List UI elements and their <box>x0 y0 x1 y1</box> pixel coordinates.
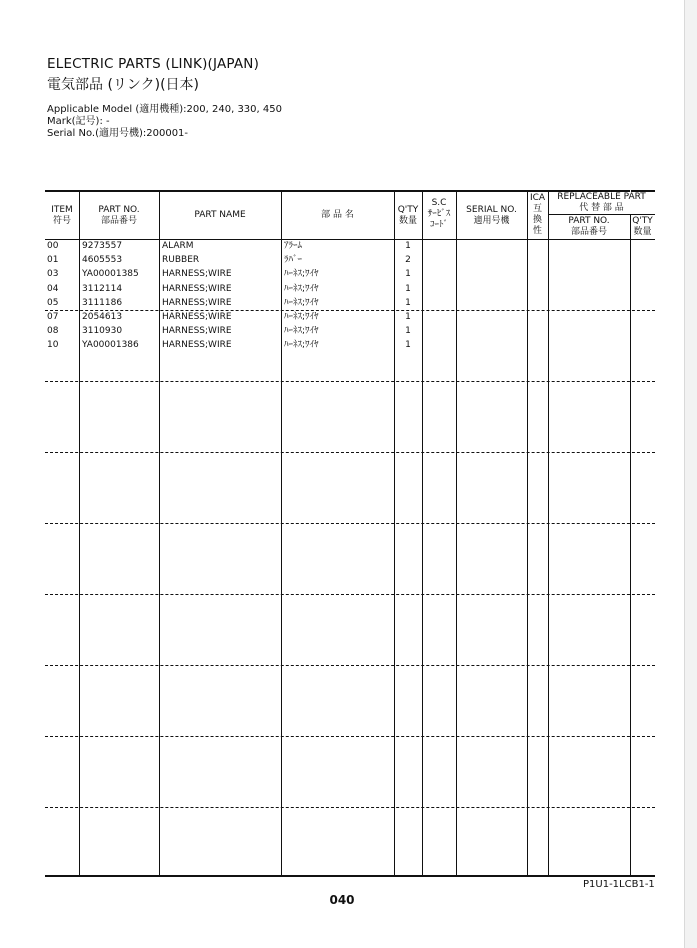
cell-part-no: 3110930 <box>82 326 123 336</box>
table-bottom-rule <box>45 875 655 877</box>
header-rep-part-no: PART NO. 部品番号 <box>568 216 610 237</box>
column-line <box>422 190 423 876</box>
column-line <box>281 190 282 876</box>
cell-part-name-jp: ｱﾗｰﾑ <box>284 241 303 251</box>
page-number: 040 <box>329 893 355 907</box>
parts-table <box>45 190 655 878</box>
column-line <box>159 190 160 876</box>
row-separator <box>45 381 655 382</box>
cell-part-name-jp: ﾗﾊﾞｰ <box>284 255 303 265</box>
column-line <box>548 190 549 876</box>
header-serial-no: SERIAL NO. 適用号機 <box>466 205 517 226</box>
cell-qty: 1 <box>405 312 411 322</box>
cell-item: 03 <box>47 269 59 279</box>
cell-part-no: 3112114 <box>82 284 123 294</box>
cell-item: 01 <box>47 255 59 265</box>
cell-part-name: HARNESS;WIRE <box>162 298 232 308</box>
cell-part-name: RUBBER <box>162 255 200 265</box>
cell-part-name-jp: ﾊｰﾈｽ;ﾜｲﾔ <box>284 298 319 308</box>
header-ica: ICA 互 換 性 <box>529 193 546 236</box>
cell-item: 07 <box>47 312 59 322</box>
cell-item: 08 <box>47 326 59 336</box>
document-code: P1U1-1LCB1-1 <box>583 879 655 890</box>
cell-part-no: 4605553 <box>82 255 123 265</box>
cell-qty: 1 <box>405 340 411 350</box>
cell-part-name: HARNESS;WIRE <box>162 312 232 322</box>
header-part-name-jp: 部 品 名 <box>321 210 354 220</box>
cell-part-name: HARNESS;WIRE <box>162 269 232 279</box>
row-separator <box>45 523 655 524</box>
vertical-scrollbar[interactable] <box>685 0 697 948</box>
column-line <box>527 190 528 876</box>
applicable-model: Applicable Model (適用機種):200, 240, 330, 450 <box>47 104 282 115</box>
serial-no: Serial No.(適用号機):200001- <box>47 128 189 139</box>
cell-part-no: 3111186 <box>82 298 123 308</box>
cell-qty: 2 <box>405 255 411 265</box>
cell-item: 05 <box>47 298 59 308</box>
page-title: ELECTRIC PARTS (LINK)(JAPAN) <box>47 56 260 72</box>
cell-qty: 1 <box>405 298 411 308</box>
row-separator <box>45 310 655 311</box>
row-separator <box>45 452 655 453</box>
cell-item: 04 <box>47 284 59 294</box>
header-part-no: PART NO. 部品番号 <box>98 205 140 226</box>
cell-part-name: HARNESS;WIRE <box>162 340 232 350</box>
table-header-rule <box>45 239 655 240</box>
header-item: ITEM 符号 <box>51 205 73 226</box>
page-title-jp: 電気部品 (リンク)(日本) <box>47 77 200 93</box>
cell-part-no: YA00001386 <box>82 340 139 350</box>
mark: Mark(記号): - <box>47 116 110 127</box>
column-line <box>79 190 80 876</box>
cell-part-name: ALARM <box>162 241 194 251</box>
replaceable-subheader-rule <box>548 214 655 215</box>
header-qty: Q'TY 数量 <box>397 205 419 226</box>
row-separator <box>45 594 655 595</box>
cell-part-no: 9273557 <box>82 241 123 251</box>
header-sc: S.C ｻｰﾋﾞｽ ｺｰﾄﾞ <box>427 198 451 230</box>
header-replaceable-part: REPLACEABLE PART 代 替 部 品 <box>557 192 646 213</box>
column-line <box>630 190 631 876</box>
cell-part-name-jp: ﾊｰﾈｽ;ﾜｲﾔ <box>284 284 319 294</box>
cell-qty: 1 <box>405 284 411 294</box>
cell-item: 10 <box>47 340 59 350</box>
row-separator <box>45 807 655 808</box>
cell-part-name: HARNESS;WIRE <box>162 284 232 294</box>
column-line <box>456 190 457 876</box>
cell-part-no: YA00001385 <box>82 269 139 279</box>
header-part-name: PART NAME <box>194 210 246 220</box>
cell-part-name-jp: ﾊｰﾈｽ;ﾜｲﾔ <box>284 312 319 322</box>
cell-part-name-jp: ﾊｰﾈｽ;ﾜｲﾔ <box>284 326 319 336</box>
cell-part-name-jp: ﾊｰﾈｽ;ﾜｲﾔ <box>284 269 319 279</box>
row-separator <box>45 665 655 666</box>
cell-qty: 1 <box>405 326 411 336</box>
cell-qty: 1 <box>405 269 411 279</box>
cell-qty: 1 <box>405 241 411 251</box>
cell-part-no: 2054613 <box>82 312 123 322</box>
header-rep-qty: Q'TY 数量 <box>632 216 653 237</box>
cell-part-name-jp: ﾊｰﾈｽ;ﾜｲﾔ <box>284 340 319 350</box>
row-separator <box>45 736 655 737</box>
cell-part-name: HARNESS;WIRE <box>162 326 232 336</box>
cell-item: 00 <box>47 241 59 251</box>
